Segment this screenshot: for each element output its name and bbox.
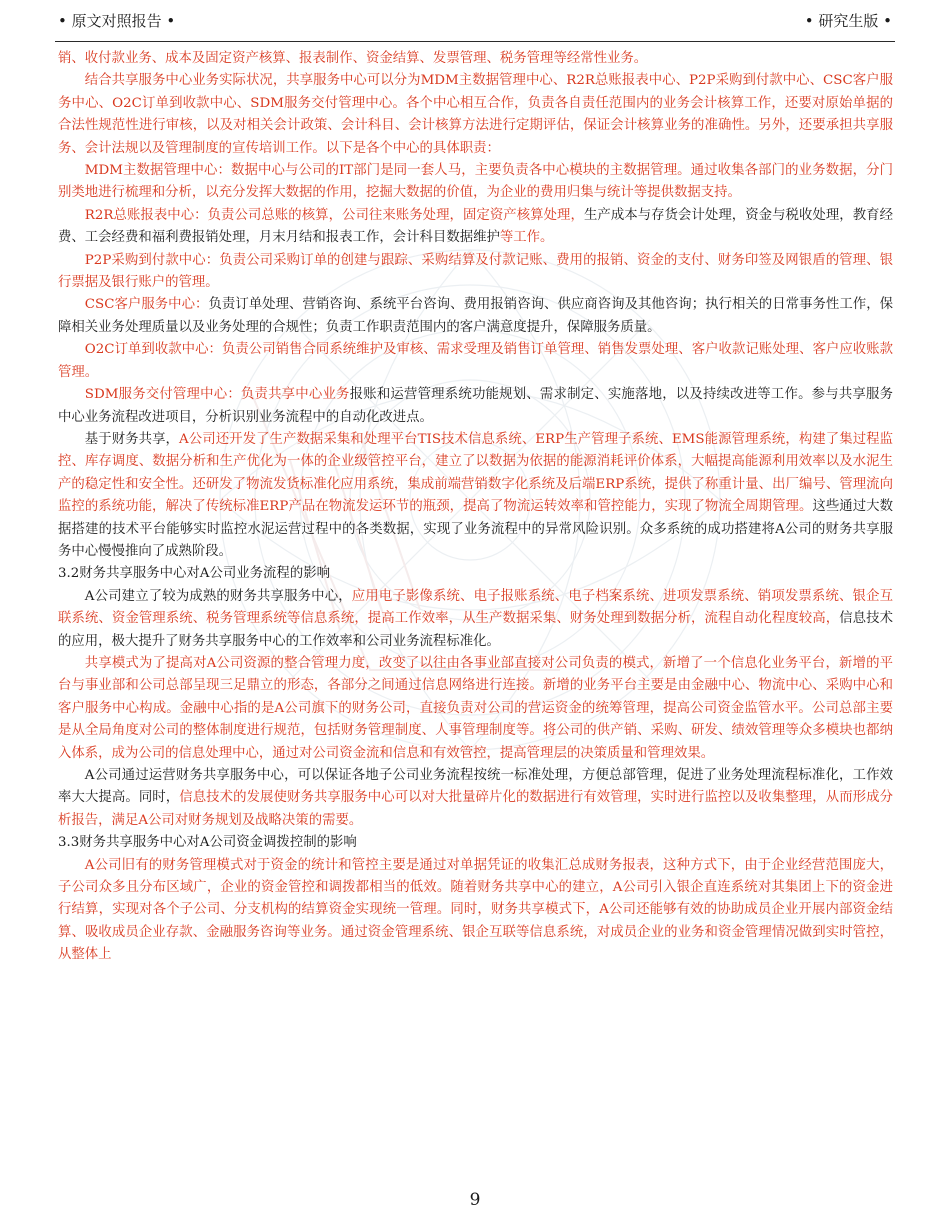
matched-text: SDM服务交付管理中心：负责共享中心业务 bbox=[84, 387, 350, 403]
original-text: 负责订单处理、营销咨询、系统平台咨询、费用报销咨询、供应商咨询及其他咨询；执行相关的日常事务性工作，保障相关业务处理质量以及业务处理的合规性；负责工作职责范围内的客户满意度提升，保障服务质量。 bbox=[58, 297, 894, 335]
original-text: 这些通过大数据搭建的技术平台能够实时监控水泥运营过程中的各类数据，实现了业务流程中的异常风险识别。众多系统的成功搭建将A公司的财务共享服务中心慢慢推向了成熟阶段。 bbox=[58, 499, 893, 559]
body-paragraph bbox=[58, 855, 893, 967]
page-number: 9 bbox=[469, 1190, 481, 1210]
matched-text: A公司还开发了生产数据采集和处理平台TIS技术信息系统、ERP生产管理子系统、EMS能源管理系统，构建了集过程监控、库存调度、数据分析和生产优化为一体的企业级管控平台，建立了以数据为依据的能源消耗评价体系，大幅提高能源利用效率以及水泥生产的稳定性和安全性。还研发了物流发货标准化应用系统，集成前端营销数字化系统及后端ERP系统，提供了称重计量、出厂编号、管理流向监控的系统功能，解决了传统标准ERP产品在物流发运环节的瓶颈，提高了物流运转效率和管控能力，实现了物流全周期管理。 bbox=[58, 431, 894, 515]
original-text: 3.2财务共享服务中心对A公司业务流程的影响 bbox=[58, 566, 330, 582]
report-body bbox=[58, 48, 893, 967]
original-text: 信息技术的应用，极大提升了财务共享服务中心的工作效率和公司业务流程标准化。 bbox=[58, 611, 894, 649]
matched-text: MDM主数据管理中心：数据中心与公司的IT部门是同一套人马，主要负责各中心模块的主数据管理。通过收集各部门的业务数据，分门别类地进行梳理和分析，以充分发挥大数据的作用，挖掘大数据的价值，为企业的费用归集与统计等提供数据支持。 bbox=[58, 163, 893, 201]
header-divider bbox=[55, 41, 895, 42]
header-report-title: • 原文对照报告 • bbox=[58, 12, 176, 30]
header-edition-label: • 研究生版 • bbox=[804, 12, 892, 30]
section-heading bbox=[58, 832, 893, 854]
original-text: A公司通过运营财务共享服务中心，可以保证各地子公司业务流程按统一标准处理，方便总部管理，促进了业务处理流程标准化，工作效率大大提高。同时， bbox=[58, 768, 893, 806]
page-header bbox=[58, 10, 892, 32]
matched-text: 共享模式为了提高对A公司资源的整合管理力度，改变了以往由各事业部直接对公司负责的模式，新增了一个信息化业务平台，新增的平台与事业部和公司总部呈现三足鼎立的形态，各部分之间通过信息网络进行连接。新增的业务平台主要是由金融中心、物流中心、采购中心和客户服务中心构成。金融中心指的是A公司旗下的财务公司，直接负责对公司的营运资金的统筹管理，提高公司资金监管水平。公司总部主要是从全局角度对公司的整体制度进行规范，包括财务管理制度、人事管理制度等。将公司的供产销、采购、研发、绩效管理等众多模块也都纳入体系，成为公司的信息处理中心，通过对公司资金流和信息和有效管控，提高管理层的决策质量和管理效果。 bbox=[58, 655, 893, 761]
matched-text: P2P采购到付款中心：负责公司采购订单的创建与跟踪、采购结算及付款记账、费用的报销、资金的支付、财务印签及网银盾的管理、银行票据及银行账户的管理。 bbox=[58, 252, 893, 291]
matched-text: O2C订单到收款中心：负责公司销售合同系统维护及审核、需求受理及销售订单管理、销售发票处理、客户收款记账处理、客户应收账款管理。 bbox=[58, 342, 893, 380]
body-paragraph bbox=[58, 250, 893, 295]
matched-text: 信息技术的发展使财务共享服务中心可以对大批量碎片化的数据进行有效管理，实时进行监控以及收集整理，从而形成分析报告，满足A公司对财务规划及战略决策的需要。 bbox=[58, 790, 894, 828]
body-paragraph bbox=[58, 48, 893, 70]
body-paragraph bbox=[58, 384, 893, 429]
matched-text: R2R总账报表中心：负责公司总账的核算，公司往来账务处理，固定资产核算处理， bbox=[84, 207, 584, 223]
original-text: 3.3财务共享服务中心对A公司资金调拨控制的影响 bbox=[58, 835, 357, 851]
body-paragraph bbox=[58, 653, 893, 765]
body-paragraph bbox=[58, 294, 893, 339]
body-paragraph bbox=[58, 765, 893, 832]
original-text: 报账和运营管理系统功能规划、需求制定、实施落地，以及持续改进等工作。参与共享服务中心业务流程改进项目，分析识别业务流程中的自动化改进点。 bbox=[58, 387, 894, 425]
original-text: A公司建立了较为成熟的财务共享服务中心， bbox=[84, 588, 352, 604]
matched-text: A公司旧有的财务管理模式对于资金的统计和管控主要是通过对单据凭证的收集汇总成财务报表，这种方式下，由于企业经营范围庞大，子公司众多且分布区域广，企业的资金管控和调拨都相当的低效。随着财务共享中心的建立，A公司引入银企直连系统对其集团上下的资金进行结算，实现对各个子公司、分支机构的结算资金实现统一管理。同时，财务共享模式下，A公司还能够有效的协助成员企业开展内部资金结算、吸收成员企业存款、金融服务咨询等业务。通过资金管理系统、银企互联等信息系统，对成员企业的业务和资金管理情况做到实时管控，从整体上 bbox=[58, 857, 893, 963]
matched-text: 等工作。 bbox=[499, 230, 554, 246]
original-text: 生产成本与存货会计处理，资金与税收处理，教育经费、工会经费和福利费报销处理，月末月结和报表工作，会计科目数据维护 bbox=[58, 207, 894, 246]
matched-text: 应用电子影像系统、电子报账系统、电子档案系统、进项发票系统、销项发票系统、银企互联系统、资金管理系统、税务管理系统等信息系统，提高工作效率，从生产数据采集、财务处理到数据分析，流程自动化程度较高， bbox=[58, 588, 893, 627]
original-text: 基于财务共享， bbox=[84, 431, 180, 447]
matched-text: 销、收付款业务、成本及固定资产核算、报表制作、资金结算、发票管理、税务管理等经常性业务。 bbox=[58, 51, 648, 66]
body-paragraph bbox=[58, 429, 893, 563]
body-paragraph bbox=[58, 586, 893, 653]
body-paragraph bbox=[58, 339, 893, 384]
section-heading bbox=[58, 563, 893, 585]
body-paragraph bbox=[58, 205, 893, 250]
matched-text: CSC客户服务中心： bbox=[84, 297, 209, 313]
matched-text: 结合共享服务中心业务实际状况，共享服务中心可以分为MDM主数据管理中心、R2R总账报表中心、P2P采购到付款中心、CSC客户服务中心、O2C订单到收款中心、SDM服务交付管理中心。各个中心相互合作，负责各自责任范围内的业务会计核算工作，还要对原始单据的合法性规范性进行审核，以及对相关会计政策、会计科目、会计核算方法进行定期评估，保证会计核算业务的准确性。另外，还要承担共享服务、会计法规以及管理制度的宣传培训工作。以下是各个中心的具体职责： bbox=[58, 73, 893, 156]
body-paragraph bbox=[58, 70, 893, 160]
body-paragraph bbox=[58, 160, 893, 205]
